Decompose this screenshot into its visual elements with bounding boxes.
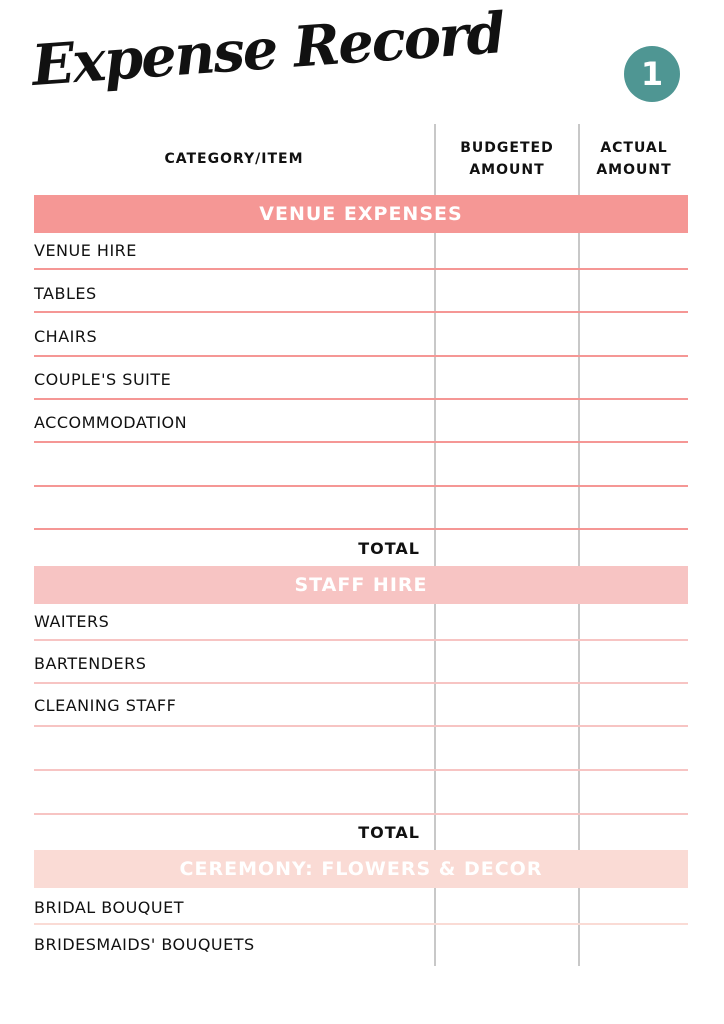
table-row: COUPLE'S SUITE <box>34 370 172 389</box>
row-divider <box>34 923 688 925</box>
row-divider <box>34 311 688 313</box>
table-row: TABLES <box>34 284 97 303</box>
table-row: CLEANING STAFF <box>34 695 177 715</box>
table-row: ACCOMMODATION <box>34 413 188 432</box>
header-category: CATEGORY/ITEM <box>164 151 304 167</box>
row-divider <box>34 639 688 641</box>
table-row: BARTENDERS <box>34 653 147 673</box>
header-actual: ACTUAL AMOUNT <box>596 140 672 178</box>
row-divider <box>34 725 688 727</box>
row-divider <box>34 398 688 400</box>
section-header-ceremony: CEREMONY: FLOWERS & DECOR <box>34 850 688 888</box>
row-divider <box>34 813 688 815</box>
row-divider <box>34 682 688 684</box>
table-row: WAITERS <box>34 611 110 631</box>
table-row: CHAIRS <box>34 327 98 346</box>
row-divider <box>34 769 688 771</box>
row-divider <box>34 355 688 357</box>
row-divider <box>34 441 688 443</box>
header-budgeted: BUDGETED AMOUNT <box>460 140 554 178</box>
staff-total-label: TOTAL <box>358 823 420 842</box>
row-divider <box>34 528 688 530</box>
section-header-venue-expenses: VENUE EXPENSES <box>34 195 688 233</box>
page-title: Expense Record <box>29 0 506 99</box>
table-row: BRIDESMAIDS' BOUQUETS <box>34 934 255 954</box>
page-number-badge: 1 <box>624 46 680 102</box>
venue-total-label: TOTAL <box>358 539 420 558</box>
table-row: VENUE HIRE <box>34 241 137 260</box>
row-divider <box>34 268 688 270</box>
section-header-staff-hire: STAFF HIRE <box>34 566 688 604</box>
row-divider <box>34 485 688 487</box>
table-row: BRIDAL BOUQUET <box>34 897 184 917</box>
